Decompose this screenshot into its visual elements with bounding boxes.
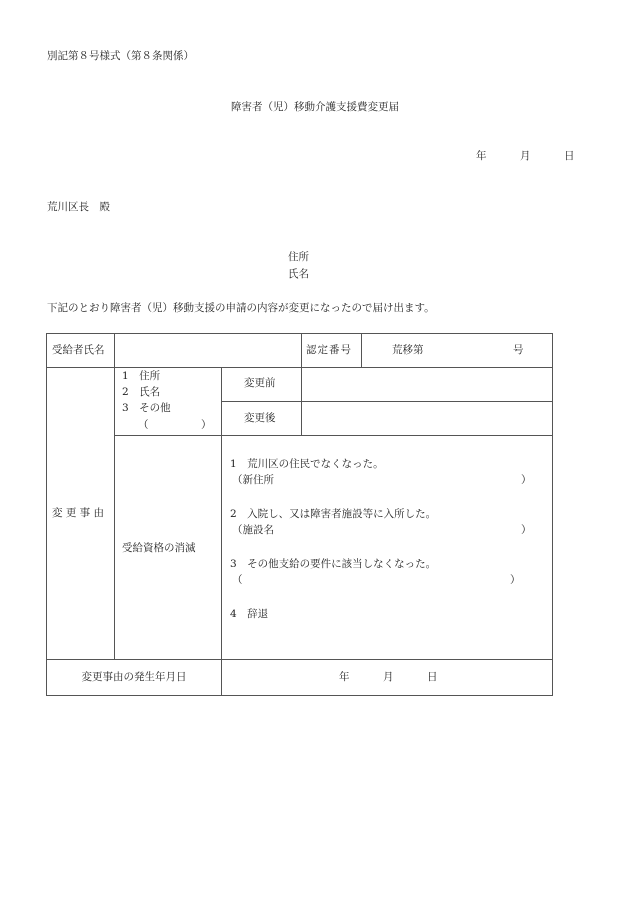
table-rule <box>46 367 553 368</box>
name-label: 氏名 <box>288 268 309 280</box>
date-year: 年 <box>476 150 487 162</box>
change-item-address: 1 住所 <box>122 370 161 382</box>
change-item-other-blank: （ ） <box>138 419 212 431</box>
table-rule <box>221 401 553 402</box>
loss-item-2-sub-close: ） <box>521 524 532 536</box>
loss-item-1-sub-close: ） <box>521 474 532 486</box>
table-rule <box>46 659 553 660</box>
cert-number-label: 認定番号 <box>306 344 352 356</box>
occurrence-year: 年 <box>339 671 350 683</box>
loss-item-3-sub-close: ） <box>510 574 521 586</box>
loss-item-3-sub-open: （ <box>232 574 243 586</box>
table-rule <box>361 333 362 367</box>
occurrence-month: 月 <box>383 671 394 683</box>
loss-item-1-sub-open: （新住所 <box>232 474 274 486</box>
addressee: 荒川区長 殿 <box>47 201 110 213</box>
change-item-name: 2 氏名 <box>122 386 161 398</box>
loss-item-3: 3 その他支給の要件に該当しなくなった。 <box>230 558 437 570</box>
address-label: 住所 <box>288 251 309 263</box>
table-rule <box>301 333 302 367</box>
loss-item-2: 2 入院し、又は障害者施設等に入所した。 <box>230 508 437 520</box>
change-reason-label: 変 更 事 由 <box>52 507 105 519</box>
occurrence-label: 変更事由の発生年月日 <box>81 671 187 683</box>
date-day: 日 <box>564 150 575 162</box>
form-number: 別記第８号様式（第８条関係） <box>47 50 194 62</box>
intro-text: 下記のとおり障害者（児）移動支援の申請の内容が変更になったので届け出ます。 <box>47 302 435 314</box>
before-label: 変更前 <box>244 377 276 389</box>
loss-item-1: 1 荒川区の住民でなくなった。 <box>230 458 384 470</box>
after-label: 変更後 <box>244 412 276 424</box>
cert-suffix: 号 <box>513 344 524 356</box>
table-border-bottom <box>46 695 553 696</box>
date-month: 月 <box>520 150 531 162</box>
form-title: 障害者（児）移動介護支援費変更届 <box>231 101 399 113</box>
loss-label: 受給資格の消滅 <box>122 542 196 554</box>
recipient-name-label: 受給者氏名 <box>52 344 105 356</box>
cert-prefix: 荒移第 <box>392 344 424 356</box>
loss-item-4: 4 辞退 <box>230 608 269 620</box>
table-border-right <box>552 333 553 696</box>
loss-item-2-sub-open: （施設名 <box>232 524 274 536</box>
table-rule <box>301 367 302 435</box>
table-rule <box>114 333 115 660</box>
table-rule <box>114 435 553 436</box>
change-item-other: 3 その他 <box>122 402 171 414</box>
table-border-top <box>46 333 553 334</box>
table-rule <box>221 367 222 696</box>
table-border-left <box>46 333 47 696</box>
occurrence-day: 日 <box>427 671 438 683</box>
